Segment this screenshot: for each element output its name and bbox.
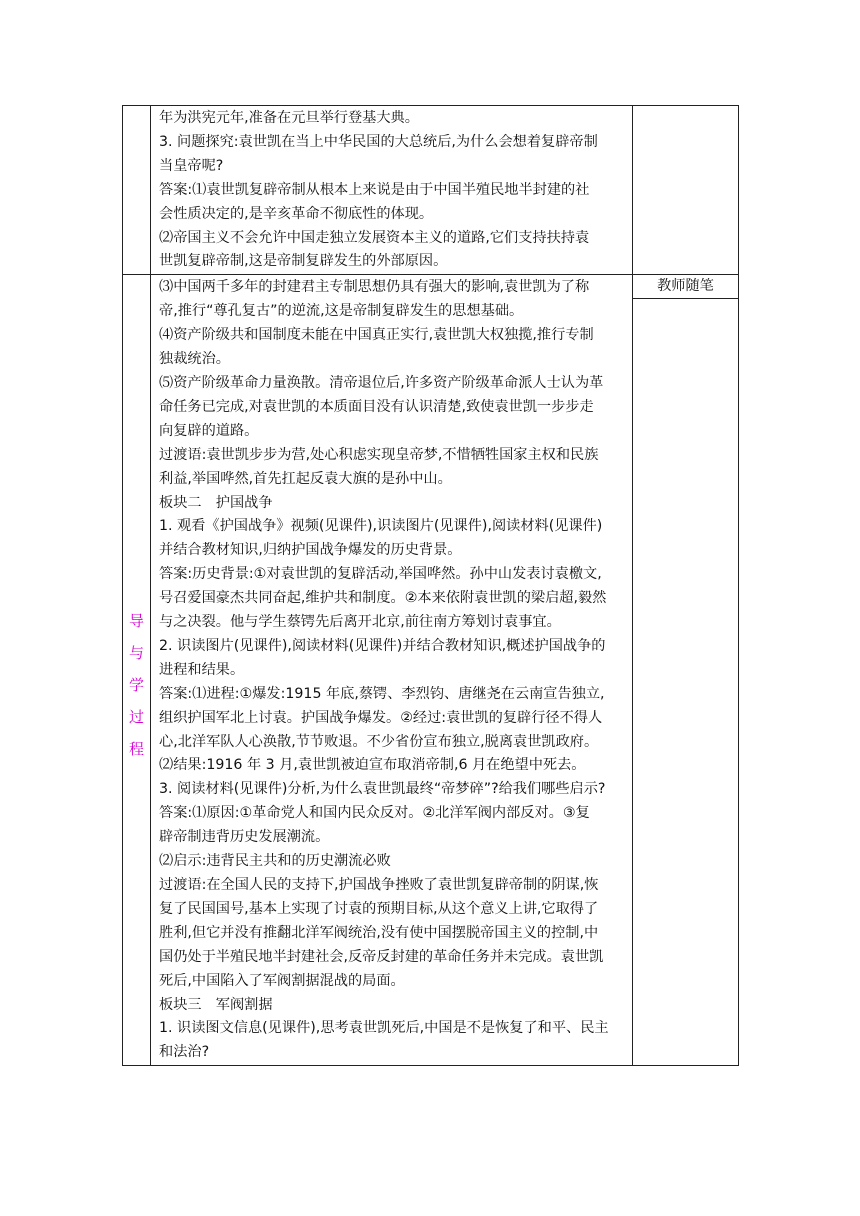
text-line: 当皇帝呢? [159, 157, 224, 174]
text-line: 独裁统治。 [159, 351, 230, 368]
text-line: 过渡语:袁世凯步步为营,处心积虑实现皇帝梦,不惜牺牲国家主权和民族 [159, 446, 599, 463]
text-line: 答案:历史背景:①对袁世凯的复辟活动,举国哗然。孙中山发表讨袁檄文, [159, 566, 602, 583]
text-line: 组织护国军北上讨袁。护国战争爆发。②经过:袁世凯的复辟行径不得人 [159, 709, 603, 726]
text-line: 与之决裂。他与学生蔡锷先后离开北京,前往南方筹划讨袁事宜。 [159, 614, 561, 631]
text-line: 答案:⑴进程:①爆发:1915 年底,蔡锷、李烈钧、唐继尧在云南宣告独立, [159, 685, 605, 702]
section-label-char: 学 [128, 676, 144, 695]
text-line: 帝,推行“尊孔复古”的逆流,这是帝制复辟发生的思想基础。 [159, 303, 524, 320]
text-line: 复了民国国号,基本上实现了讨袁的预期目标,从这个意义上讲,它取得了 [159, 900, 599, 917]
text-line: 并结合教材知识,归纳护国战争爆发的历史背景。 [159, 542, 462, 559]
text-line: 过渡语:在全国人民的支持下,护国战争挫败了袁世凯复辟帝制的阴谋,恢 [159, 877, 599, 893]
text-line: ⑵帝国主义不会允许中国走独立发展资本主义的道路,它们支持扶持袁 [159, 229, 590, 246]
content-text [151, 106, 632, 274]
text-line: 进程和结果。 [159, 661, 245, 678]
content-text [151, 275, 632, 1065]
text-line: 心,北洋军队人心涣散,节节败退。不少省份宣布独立,脱离袁世凯政府。 [159, 733, 599, 750]
table-row [123, 106, 739, 275]
text-line: 1. 观看《护国战争》视频(见课件),识读图片(见课件),阅读材料(见课件) [159, 518, 603, 535]
text-line: 号召爱国豪杰共同奋起,维护共和制度。②本来依附袁世凯的梁启超,毅然 [159, 590, 607, 607]
lesson-plan-table [122, 105, 739, 1066]
text-line: 会性质决定的,是辛亥革命不彻底性的体现。 [159, 205, 434, 222]
text-line: 利益,举国哗然,首先扛起反袁大旗的是孙中山。 [159, 470, 452, 487]
content-cell [151, 106, 633, 275]
text-line: 胜利,但它并没有推翻北洋军阀统治,没有使中国摆脱帝国主义的控制,中 [159, 924, 599, 941]
section-label-char: 程 [128, 740, 144, 759]
section-label-char: 导 [128, 612, 144, 631]
note-cell-empty [633, 106, 739, 275]
text-line: 世凯复辟帝制,这是帝制复辟发生的外部原因。 [159, 253, 448, 270]
side-cell-empty [123, 106, 151, 275]
text-line: 命任务已完成,对袁世凯的本质面目没有认识清楚,致使袁世凯一步步走 [159, 398, 594, 415]
text-line: 3. 阅读材料(见课件)分析,为什么袁世凯最终“帝梦碎”?给我们哪些启示? [159, 781, 606, 798]
text-line: 年为洪宪元年,准备在元旦举行登基大典。 [159, 110, 419, 126]
section-heading: 板块二 护国战争 [159, 494, 273, 511]
text-line: 2. 识读图片(见课件),阅读材料(见课件)并结合教材知识,概述护国战争的 [159, 637, 606, 654]
content-cell [151, 275, 633, 1066]
text-line: ⑵结果:1916 年 3 月,袁世凯被迫宣布取消帝制,6 月在绝望中死去。 [159, 757, 586, 774]
text-line: 答案:⑴袁世凯复辟帝制从根本上来说是由于中国半殖民地半封建的社 [159, 181, 590, 198]
text-line: ⑸资产阶级革命力量涣散。清帝退位后,许多资产阶级革命派人士认为革 [159, 374, 604, 391]
note-cell [633, 275, 739, 1066]
side-cell [123, 275, 151, 1066]
text-line: 死后,中国陷入了军阀割据混战的局面。 [159, 972, 405, 989]
section-label [123, 275, 150, 765]
section-label-char: 与 [128, 644, 144, 663]
section-heading: 板块三 军阀割据 [159, 996, 273, 1013]
text-line: 1. 识读图文信息(见课件),思考袁世凯死后,中国是不是恢复了和平、民主 [159, 1020, 609, 1037]
table-row [123, 275, 739, 1066]
text-line: 3. 问题探究:袁世凯在当上中华民国的大总统后,为什么会想着复辟帝制 [159, 133, 598, 150]
text-line: ⑶中国两千多年的封建君主专制思想仍具有强大的影响,袁世凯为了称 [159, 279, 590, 296]
text-line: ⑷资产阶级共和国制度未能在中国真正实行,袁世凯大权独揽,推行专制 [159, 327, 594, 344]
text-line: ⑵启示:违背民主共和的历史潮流必败 [159, 853, 391, 870]
text-line: 答案:⑴原因:①革命党人和国内民众反对。②北洋军阀内部反对。③复 [159, 805, 590, 822]
text-line: 和法治? [159, 1044, 210, 1061]
section-label-char: 过 [128, 708, 144, 727]
text-line: 辟帝制违背历史发展潮流。 [159, 829, 330, 846]
teacher-notes-header: 教师随笔 [633, 275, 738, 299]
text-line: 国仍处于半殖民地半封建社会,反帝反封建的革命任务并未完成。袁世凯 [159, 948, 604, 965]
text-line: 向复辟的道路。 [159, 422, 259, 439]
